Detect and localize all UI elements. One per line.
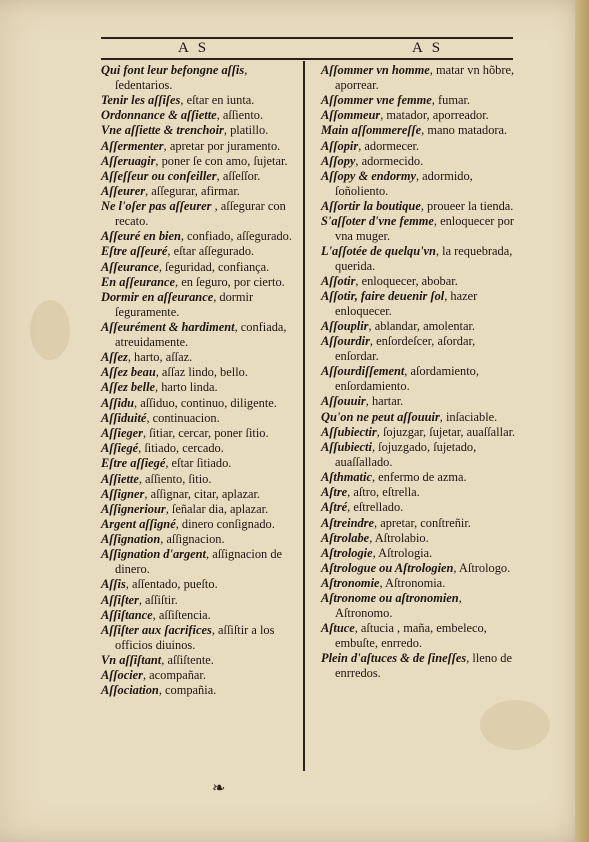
dictionary-entry	[321, 108, 516, 123]
dictionary-entry	[101, 472, 299, 487]
dictionary-entry	[101, 260, 299, 275]
dictionary-entry	[101, 154, 299, 169]
dictionary-entry	[101, 441, 299, 456]
right-column	[321, 63, 516, 681]
entry-translation: , adormecido.	[355, 153, 424, 168]
entry-translation: , aſſignacion.	[160, 532, 225, 547]
entry-headword: Aſſieger	[101, 425, 143, 440]
entry-translation: , ſojuzgado, ſujetado, auaſſallado.	[335, 439, 477, 469]
entry-translation: , aſſiento, ſitio.	[138, 471, 212, 486]
entry-translation: , aſtro, eſtrella.	[347, 485, 420, 500]
dictionary-entry	[101, 108, 299, 123]
dictionary-entry	[101, 426, 299, 441]
paper-stain	[30, 300, 70, 360]
entry-headword: Aſtrologie	[321, 545, 373, 560]
entry-translation: , Aſtrologia.	[372, 545, 433, 560]
entry-headword: Vn aſſiſtant	[101, 652, 162, 667]
dictionary-entry	[101, 593, 299, 608]
entry-headword: Qui font leur befongne aſſis	[101, 63, 245, 77]
entry-translation: , ſojuzgar, ſujetar, auaſſallar.	[376, 424, 516, 439]
dictionary-entry	[101, 229, 299, 244]
entry-translation: , proueer la tienda.	[420, 198, 514, 213]
entry-translation: , apretar por juramento.	[163, 138, 281, 153]
entry-translation: , aſſiſtir a los officios diuinos.	[115, 622, 275, 652]
entry-translation: , Aſtronomia.	[379, 576, 446, 591]
entry-translation: , enſordeſcer, aſordar, enſordar.	[335, 334, 476, 364]
running-head-left: A S	[178, 40, 210, 56]
entry-translation: , poner ſe con amo, ſujetar.	[155, 153, 288, 168]
entry-headword: Aſthmatic	[321, 469, 372, 484]
entry-headword: Aſſopy	[321, 153, 356, 168]
entry-translation: , aſſiento.	[216, 108, 264, 123]
dictionary-entry	[101, 668, 299, 683]
entry-translation: , enloquecer por vna muger.	[335, 214, 515, 243]
dictionary-entry	[321, 394, 516, 409]
entry-headword: Aſſigner	[101, 486, 145, 501]
entry-translation: , lleno de enrredos.	[335, 651, 512, 681]
running-head-right: A S	[412, 40, 444, 56]
entry-translation: , inſaciable.	[439, 409, 498, 424]
entry-headword: Aſſigneriour	[101, 501, 166, 516]
entry-translation: , continuacion.	[146, 410, 220, 425]
entry-headword: Vne aſſiette & trenchoir	[101, 123, 224, 138]
entry-translation: , aſſegurar, afirmar.	[145, 184, 240, 199]
dictionary-entry	[101, 396, 299, 411]
entry-headword: Dormir en aſſeurance	[101, 290, 214, 305]
entry-translation: , aſſiſtente.	[161, 652, 214, 667]
entry-translation: , en ſeguro, por cierto.	[175, 274, 285, 289]
entry-translation: , apretar, conſtreñir.	[374, 515, 471, 530]
entry-translation: , Aſtrolabio.	[369, 530, 429, 545]
dictionary-entry	[321, 63, 516, 93]
dictionary-entry	[101, 93, 299, 108]
book-spine-shadow	[575, 0, 589, 842]
entry-translation: , Aſtrologo.	[453, 561, 511, 576]
entry-headword: Aſſociation	[101, 683, 159, 698]
entry-translation: , matar vn hõbre, aporrear.	[335, 63, 515, 92]
dictionary-entry	[321, 214, 516, 244]
dictionary-entry	[101, 608, 299, 623]
entry-translation: , dinero conſignado.	[175, 517, 275, 532]
entry-headword: Aſſotir	[321, 274, 356, 289]
entry-translation: , matador, aporreador.	[380, 108, 489, 123]
dictionary-entry	[321, 591, 516, 621]
entry-translation: , hazer enloquecer.	[335, 289, 478, 319]
entry-headword: Ne l'oſer pas aſſeurer	[101, 199, 212, 214]
entry-headword: Qu'on ne peut aſſouuir	[321, 409, 440, 424]
entry-headword: Aſſis	[101, 577, 126, 592]
entry-headword: Aſſez belle	[101, 380, 156, 395]
entry-translation: , aſſegurar con recato.	[115, 199, 286, 229]
entry-headword: Aſſocier	[101, 668, 143, 683]
entry-translation: , dormir ſeguramente.	[115, 290, 254, 319]
entry-translation: , ſedentarios.	[115, 63, 248, 92]
entry-translation: , ſitiar, cercar, poner ſitio.	[142, 425, 269, 440]
entry-translation: , harto linda.	[155, 380, 218, 395]
dictionary-entry	[321, 364, 516, 394]
dictionary-entry	[321, 289, 516, 319]
entry-headword: Eſtre aſſiegé	[101, 456, 166, 471]
entry-translation: , aſſentado, pueſto.	[125, 577, 218, 592]
entry-headword: Aſſeurer	[101, 184, 146, 199]
entry-translation: , ſitiado, cercado.	[138, 441, 224, 456]
entry-headword: Aſſiſtance	[101, 607, 153, 622]
dictionary-entry	[321, 561, 516, 576]
dictionary-entry	[321, 576, 516, 591]
entry-headword: Aſſommeur	[321, 108, 381, 123]
entry-headword: Aſſubiecti	[321, 439, 372, 454]
entry-headword: Aſſez beau	[101, 365, 156, 380]
entry-translation: , ſeguridad, confiança.	[158, 259, 270, 274]
entry-translation: , platillo.	[223, 123, 269, 138]
entry-headword: Aſtrologue ou Aſtrologien	[321, 561, 454, 576]
entry-headword: Aſſourdir	[321, 334, 370, 349]
entry-translation: , aſtucia , maña, embeleco, embuſte, enrredo.	[335, 621, 487, 651]
dictionary-entry	[321, 169, 516, 199]
entry-headword: Aſtronome ou aſtronomien	[321, 591, 459, 606]
entry-headword: Aſſeuré en bien	[101, 229, 181, 244]
entry-translation: , aſſignar, citar, aplazar.	[144, 486, 260, 501]
paper-stain	[480, 700, 550, 750]
entry-headword: Aſtrolabe	[321, 530, 370, 545]
dictionary-entry	[321, 139, 516, 154]
dictionary-entry	[101, 487, 299, 502]
entry-translation: , aſſaz lindo, bello.	[155, 365, 248, 380]
dictionary-entry	[321, 621, 516, 651]
entry-translation: , aſſignacion de dinero.	[115, 547, 283, 577]
entry-headword: Aſſeſſeur ou conſeiller	[101, 168, 217, 183]
dictionary-entry	[101, 683, 299, 698]
dictionary-entry	[101, 139, 299, 154]
entry-headword: L'aſſotée de quelqu'vn	[321, 244, 436, 259]
entry-headword: Aſtuce	[321, 621, 355, 636]
entry-translation: , aſſiduo, continuo, diligente.	[134, 395, 277, 410]
entry-translation: , adormecer.	[358, 138, 420, 153]
dictionary-entry	[321, 274, 516, 289]
dictionary-entry	[101, 123, 299, 138]
dictionary-entry	[321, 93, 516, 108]
entry-headword: Aſſeurance	[101, 259, 159, 274]
dictionary-entry	[321, 546, 516, 561]
entry-headword: Aſſiſter aux ſacrifices	[101, 622, 212, 637]
entry-headword: Aſſiſter	[101, 592, 139, 607]
dictionary-entry	[101, 532, 299, 547]
entry-translation: , harto, aſſaz.	[127, 350, 193, 364]
entry-translation: , adormido, ſoñoliento.	[335, 168, 473, 198]
entry-headword: Aſſeurément & hardiment	[101, 320, 235, 335]
entry-translation: , enfermo de azma.	[371, 469, 467, 484]
dictionary-entry	[321, 334, 516, 364]
dictionary-entry	[321, 319, 516, 334]
entry-headword: Aſſiette	[101, 471, 139, 486]
entry-translation: , confiada, atreuidamente.	[115, 320, 287, 349]
dictionary-entry	[101, 517, 299, 532]
entry-translation: , acompañar.	[142, 668, 206, 683]
dictionary-entry	[101, 169, 299, 184]
entry-headword: Aſſignation	[101, 532, 161, 547]
entry-headword: Aſſortir la boutique	[321, 198, 421, 213]
entry-translation: , Aſtronomo.	[335, 591, 462, 621]
entry-translation: , confiado, aſſegurado.	[180, 229, 292, 244]
dictionary-entry	[101, 63, 299, 93]
dictionary-entry	[101, 275, 299, 290]
entry-headword: Aſſourdiſſement	[321, 364, 405, 379]
dictionary-entry	[321, 199, 516, 214]
dictionary-entry	[321, 500, 516, 515]
dictionary-entry	[101, 365, 299, 380]
dictionary-entry	[101, 456, 299, 471]
dictionary-entry	[101, 653, 299, 668]
dictionary-entry	[321, 123, 516, 138]
dictionary-entry	[101, 290, 299, 320]
entry-headword: Aſſeruagir	[101, 153, 156, 168]
entry-translation: , aſſiſtir.	[138, 592, 178, 607]
dictionary-entry	[321, 440, 516, 470]
entry-translation: , aſſiſtencia.	[152, 607, 211, 622]
dictionary-entry	[321, 470, 516, 485]
entry-headword: Tenir les aſſiſes	[101, 92, 181, 107]
entry-headword: Aſſubiectir	[321, 424, 377, 439]
entry-headword: Aſſidu	[101, 395, 135, 410]
entry-translation: , la requebrada, querida.	[335, 244, 513, 273]
dictionary-entry	[101, 320, 299, 350]
entry-translation: , eſtar aſſegurado.	[167, 244, 255, 259]
entry-headword: Aſſommer vne femme	[321, 92, 432, 107]
dictionary-entry	[321, 410, 516, 425]
entry-headword: Aſſignation d'argent	[101, 547, 206, 562]
entry-headword: Aſtré	[321, 500, 348, 515]
entry-headword: Aſtreindre	[321, 515, 375, 530]
entry-headword: Main aſſommereſſe	[321, 123, 422, 138]
entry-headword: S'aſſoter d'vne femme	[321, 214, 434, 229]
dictionary-entry	[321, 531, 516, 546]
entry-translation: , enloquecer, abobar.	[355, 274, 458, 289]
entry-headword: Aſſommer vn homme	[321, 63, 430, 77]
dictionary-entry	[321, 244, 516, 274]
entry-headword: Aſſouplir	[321, 319, 369, 334]
dictionary-entry	[101, 244, 299, 259]
entry-translation: , ablandar, amolentar.	[368, 319, 476, 334]
entry-translation: , eſtrellado.	[347, 500, 404, 515]
dictionary-entry	[101, 380, 299, 395]
dictionary-entry	[101, 577, 299, 592]
fleuron-ornament-icon: ❧	[212, 778, 226, 797]
header-rule-top	[101, 37, 513, 39]
entry-headword: Aſſouuir	[321, 394, 366, 409]
entry-translation: , aſordamiento, enſordamiento.	[335, 364, 479, 394]
entry-translation: , aſſeſſor.	[216, 168, 261, 183]
entry-headword: En aſſeurance	[101, 274, 175, 289]
dictionary-entry	[101, 199, 299, 229]
dictionary-entry	[101, 623, 299, 653]
dictionary-entry	[101, 502, 299, 517]
entry-translation: , fumar.	[431, 92, 470, 107]
entry-translation: , hartar.	[365, 394, 404, 409]
entry-headword: Aſſiegé	[101, 441, 139, 456]
entry-headword: Aſſotir, faire deuenir ſol	[321, 289, 445, 304]
dictionary-entry	[321, 154, 516, 169]
entry-headword: Eſtre aſſeuré	[101, 244, 168, 259]
entry-translation: , eſtar en iunta.	[180, 92, 255, 107]
dictionary-entry	[101, 184, 299, 199]
dictionary-entry	[101, 411, 299, 426]
entry-translation: , compañia.	[158, 683, 217, 698]
entry-headword: Plein d'aſtuces & de ſineſſes	[321, 651, 467, 666]
entry-translation: , mano matadora.	[421, 123, 508, 138]
entry-headword: Aſſopy & endormy	[321, 168, 416, 183]
entry-translation: , ſeñalar dia, aplazar.	[165, 501, 269, 516]
entry-headword: Aſſiduité	[101, 410, 147, 425]
dictionary-entry	[321, 425, 516, 440]
dictionary-entry	[321, 651, 516, 681]
entry-headword: Ordonnance & aſſiette	[101, 108, 217, 123]
entry-headword: Aſtre	[321, 485, 348, 500]
entry-headword: Aſſermenter	[101, 138, 164, 153]
dictionary-entry	[101, 547, 299, 577]
entry-translation: , eſtar ſitiado.	[165, 456, 232, 471]
dictionary-entry	[321, 516, 516, 531]
left-column	[101, 63, 299, 699]
entry-headword: Aſſopir	[321, 138, 359, 153]
entry-headword: Aſſez	[101, 350, 128, 364]
dictionary-entry	[101, 350, 299, 365]
column-divider	[303, 61, 305, 771]
header-rule-bottom	[101, 58, 513, 60]
entry-headword: Aſtronomie	[321, 576, 380, 591]
dictionary-entry	[321, 485, 516, 500]
entry-headword: Argent aſſigné	[101, 517, 176, 532]
